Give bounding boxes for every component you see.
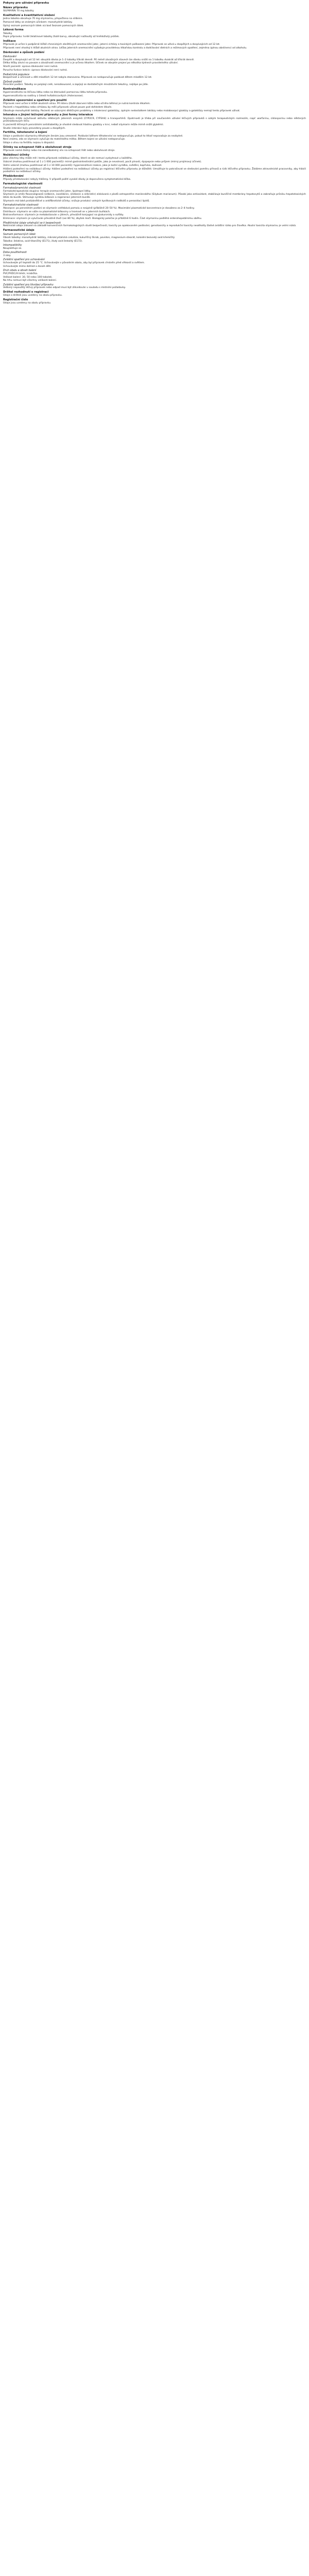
paragraph: Údaje jsou uvedeny na obalu přípravku. [3, 302, 52, 305]
document-section [3, 154, 306, 174]
subsection-heading: Seznam pomocných látek [3, 233, 36, 236]
document-section [3, 55, 306, 72]
paragraph: Údaje o držiteli jsou uvedeny na obalu přípravku. [3, 294, 63, 297]
document-section [3, 187, 306, 202]
paragraph: Jedna tobolka obsahuje 70 mg silymarinu, přepočteno na silibinin. [3, 18, 83, 20]
subsection-heading: Doba použitelnosti [3, 251, 27, 255]
subsection-heading: Pediatrická populace [3, 73, 30, 76]
subsection-heading: Způsob podání [3, 80, 22, 83]
paragraph: Silymarin je směs flavonolignanů (silibinin, isosilibinin, silidianin a silikristin) získávaná z plodů ostropestřce mariánského (Silybum marianum). Působí jako antioxidant, stabilizuje buněčné membrány hepatocytů a zabraňuje průniku hepatotoxických látek do buněk. Stimuluje syntézu bílkovin a regeneraci jaterních buněk. [3, 193, 306, 199]
page-title: Pokyny pro užívání přípravku [3, 2, 49, 5]
paragraph: Jako všechny léky může mít i tento přípravek nežádoucí účinky, které se ale nemusí vyskytnout u každého. [3, 157, 133, 160]
document-section [3, 258, 306, 268]
paragraph: Pomocné látky se známým účinkem: monohydrát laktózy. [3, 21, 73, 24]
section-heading: Léková forma [3, 28, 24, 32]
document-section [3, 182, 306, 185]
document-section [3, 6, 306, 13]
paragraph: Na trhu nemusí být všechny velikosti balení. [3, 279, 57, 282]
paragraph: Velikost balení: 30, 50 nebo 100 tobolek. [3, 276, 53, 279]
section-heading: Registrační číslo [3, 298, 28, 302]
document-section [3, 146, 306, 152]
document-section [3, 28, 306, 39]
subsection-heading: Dávkování [3, 55, 16, 59]
paragraph: Přípravek je určen k podpůrné léčbě chronických zánětlivých onemocnění jater, jaterní cirhózy a toxických poškození jater. Přípravek se užívá u dospělých a dospívajících od 12 let. [3, 43, 220, 46]
paragraph: SILYMARIN 70 mg tobolky [3, 10, 34, 12]
paragraph: Farmakoterapeutická skupina: terapie onemocnění jater, lipotropní látky. [3, 190, 91, 193]
subsection-heading: Farmakodynamické vlastnosti [3, 187, 41, 190]
document-section [3, 175, 306, 181]
paragraph: Tobolka: želatina, oxid titaničitý (E171), žlutý oxid železitý (E172). [3, 240, 83, 243]
subsection-heading: Předklinické údaje vztahující se k bezpečnosti [3, 221, 61, 225]
paragraph: Pacienti s hepatitidou nebo cirhózou by měli přípravek užívat pouze pod dohledem lékaře. [3, 106, 112, 109]
paragraph: Biotransformace: silymarin je metabolizován v játrech, převážně konjugací na glukuronidy a sulfáty. [3, 214, 124, 217]
subsection-heading: Zvláštní opatření pro likvidaci přípravku [3, 283, 54, 286]
paragraph: Údaje o vlivu na fertilitu nejsou k dispozici. [3, 142, 55, 145]
paragraph: Přípravek není vhodný k léčbě akutních otrav. Léčba jaterních onemocnění vyžaduje pravidelnou lékařskou kontrolu a dodržování dietních a režimových opatření, zejména úplnou abstinenci od alkoholu. [3, 47, 247, 50]
section-heading: Fertilita, těhotenství a kojení [3, 131, 47, 134]
paragraph: Není známo, zda se silymarin vylučuje do mateřského mléka. Během kojení se užívání nedoporučuje. [3, 138, 126, 141]
paragraph: Popis přípravku: tvrdé želatinové tobolky žluté barvy, obsahující nažloutlý až hnědožlutý prášek. [3, 36, 120, 39]
paragraph: Obsahuje monohydrát laktózy. Pacienti se vzácnými dědičnými problémy s intolerancí galaktózy, úplným nedostatkem laktázy nebo malabsorpcí glukózy a galaktózy nemají tento přípravek užívat. [3, 109, 241, 112]
document-page [0, 0, 309, 308]
paragraph: Studie interakcí byly provedeny pouze u dospělých. [3, 127, 66, 130]
subsection-heading: Inkompatibility [3, 244, 22, 247]
paragraph: Perorální podání. Tobolky se polykají celé, nerozkousané, a zapíjejí se dostatečným množstvím tekutiny, nejlépe po jídle. [3, 83, 149, 87]
document-section [3, 251, 306, 257]
paragraph: Délka léčby závisí na povaze a závažnosti onemocnění a je určena lékařem. Účinek se obvykle projeví po několika týdnech pravidelného užívání. [3, 62, 179, 65]
paragraph: Bezpečnost a účinnost u dětí mladších 12 let nebyla stanovena. Přípravek se nedoporučuje podávat dětem mladším 12 let. [3, 76, 152, 79]
document-section [3, 99, 306, 113]
paragraph: Hypersenzitivita na rostliny z čeledi hvězdnicovitých (Asteraceae). [3, 94, 84, 97]
paragraph: Přípravek nemá žádný nebo má zanedbatelný vliv na schopnost řídit nebo obsluhovat stroje. [3, 149, 115, 152]
subsection-heading: Zvláštní opatření pro uchovávání [3, 258, 45, 262]
section-heading: Předávkování [3, 174, 24, 178]
document-section [3, 113, 306, 130]
paragraph: Silymarin může ovlivňovat aktivitu některých jaterních enzymů (CYP2C9, CYP3A4) a transportérů. Opatrnosti je třeba při současném užívání léčivých přípravků s úzkým terapeutickým rozmezím, např. warfarinu, ciklosporinu nebo některých protinádorových léčiv. [3, 117, 306, 123]
paragraph: Údaje o podávání silymarinu těhotným ženám jsou omezené. Podávání během těhotenství se nedoporučuje, pokud to lékař nepovažuje za nezbytné. [3, 134, 183, 138]
document-section [3, 298, 306, 305]
paragraph: Starší pacienti: úprava dávkování není nutná. [3, 65, 58, 69]
subsection-heading: Farmakokinetické vlastnosti [3, 204, 39, 207]
paragraph: Velmi vzácné (mohou postihnout až 1 z 10 000 pacientů): hypersenzitivní reakce, jako je kožní vyrážka, svědění, kopřivka, dušnost. [3, 164, 162, 167]
document-section [3, 51, 306, 54]
section-heading: Interakce s jinými léčivými přípravky a jiné formy interakce [3, 113, 93, 117]
section-heading: Držitel rozhodnutí o registraci [3, 291, 49, 294]
document-body [3, 6, 306, 305]
paragraph: Porucha funkce ledvin: úprava dávkování není nutná. [3, 69, 67, 72]
document-section [3, 73, 306, 79]
subsection-heading: Druh obalu a obsah balení [3, 269, 37, 273]
document-section [3, 269, 306, 282]
paragraph: Vzácné (mohou postihnout až 1 z 1 000 pacientů): mírné gastrointestinální potíže, jako je nevolnost, pocit plnosti, dyspepsie nebo průjem (mírný projímavý účinek). [3, 161, 202, 163]
paragraph: Hlášení podezření na nežádoucí účinky: hlášení podezření na nežádoucí účinky po registraci léčivého přípravku je důležité. Umožňuje to pokračovat ve sledování poměru přínosů a rizik léčivého přípravku. Žádáme zdravotnické pracovníky, aby hlásili podezření na nežádoucí účinky. [3, 167, 306, 174]
paragraph: PVC/PVDC/Al blistr, krabička. [3, 272, 38, 275]
paragraph: Přípravek není určen k léčbě akutních otrav. Při ikteru (žluté zbarvení kůže nebo očního bělma) je nutná kontrola lékařem. [3, 102, 151, 105]
document-section [3, 88, 306, 98]
document-section [3, 131, 306, 145]
paragraph: Eliminace: silymarin je vylučován převážně žlučí (asi 80 %), zbytek močí. Biologický poločas je přibližně 6 hodin. Část silymarinu podléhá enterohepatálnímu oběhu. [3, 217, 202, 221]
document-section [3, 222, 306, 228]
section-heading: Kontraindikace [3, 87, 26, 91]
paragraph: Případy předávkování nebyly hlášeny. V případě požití vysoké dávky je doporučena symptomatická léčba. [3, 178, 131, 181]
document-section [3, 204, 306, 220]
section-heading: Farmakologické vlastnosti [3, 182, 43, 185]
paragraph: Úplný seznam pomocných látek viz bod Seznam pomocných látek. [3, 24, 84, 27]
section-heading: Indikace [3, 39, 16, 43]
document-section [3, 244, 306, 250]
section-heading: Název přípravku [3, 6, 28, 9]
document-section [3, 291, 306, 297]
document-section [3, 233, 306, 243]
section-heading: Účinky na schopnost řídit a obsluhovat stroje [3, 145, 72, 149]
paragraph: U pacientů léčených perorálními antidiabetiky je vhodné sledovat hladinu glukózy v krvi, neboť silymarin může mírně snížit glykémii. [3, 123, 164, 126]
section-heading: Kvalitativní a kvantitativní složení [3, 13, 55, 17]
section-heading: Dávkování a způsob podání [3, 50, 45, 54]
document-section [3, 283, 306, 290]
paragraph: Absorpce: po perorálním podání se silymarin vstřebává pomalu a neúplně (přibližně 20–50 %). Maximální plazmatické koncentrace je dosaženo za 2–4 hodiny. [3, 207, 195, 210]
paragraph: Uchovávejte při teplotě do 25 °C. Uchovávejte v původním obalu, aby byl přípravek chráněn před vlhkostí a světlem. [3, 261, 145, 264]
section-heading: Zvláštní upozornění a opatření pro použití [3, 98, 67, 102]
section-heading: Farmaceutické údaje [3, 228, 35, 232]
document-section [3, 80, 306, 87]
paragraph: Hypersenzitivita na léčivou látku nebo na kteroukoli pomocnou látku tohoto přípravku. [3, 91, 108, 94]
paragraph: 3 roky. [3, 254, 11, 257]
paragraph: Distribuce: silymarin se váže na plazmatické bílkoviny a hromadí se v jaterních buňkách. [3, 210, 111, 213]
paragraph: Silymarin má také protizánětlivé a antifibrotické účinky; snižuje produkci volných kyslíkových radikálů a peroxidaci lipidů. [3, 199, 150, 202]
document-section [3, 229, 306, 232]
section-heading: Nežádoucí účinky [3, 153, 30, 157]
paragraph: Dospělí a dospívající od 12 let: obvyklá dávka je 1–2 tobolky třikrát denně. Při méně závažných stavech lze dávku snížit na 1 tobolku dvakrát až třikrát denně. [3, 58, 195, 61]
document-section [3, 14, 306, 28]
paragraph: Tobolky. [3, 32, 13, 35]
paragraph: Neklinické údaje získané na základě konvenčních farmakologických studií bezpečnosti, toxicity po opakovaném podávání, genotoxicity a reprodukční toxicity neodhalily žádné zvláštní riziko pro člověka. Akutní toxicita silymarinu je velmi nízká. [3, 225, 297, 228]
paragraph: Neuplatňuje se. [3, 247, 22, 250]
paragraph: Uchovávejte mimo dohled a dosah dětí. [3, 265, 52, 268]
document-section [3, 40, 306, 50]
paragraph: Obsah tobolky: monohydrát laktózy, mikrokrystalická celulóza, kukuřičný škrob, povidon, magnesium-stearát, koloidní bezvodý oxid křemičitý. [3, 236, 175, 239]
paragraph: Veškerý nepoužitý léčivý přípravek nebo odpad musí být zlikvidován v souladu s místními požadavky. [3, 286, 126, 290]
